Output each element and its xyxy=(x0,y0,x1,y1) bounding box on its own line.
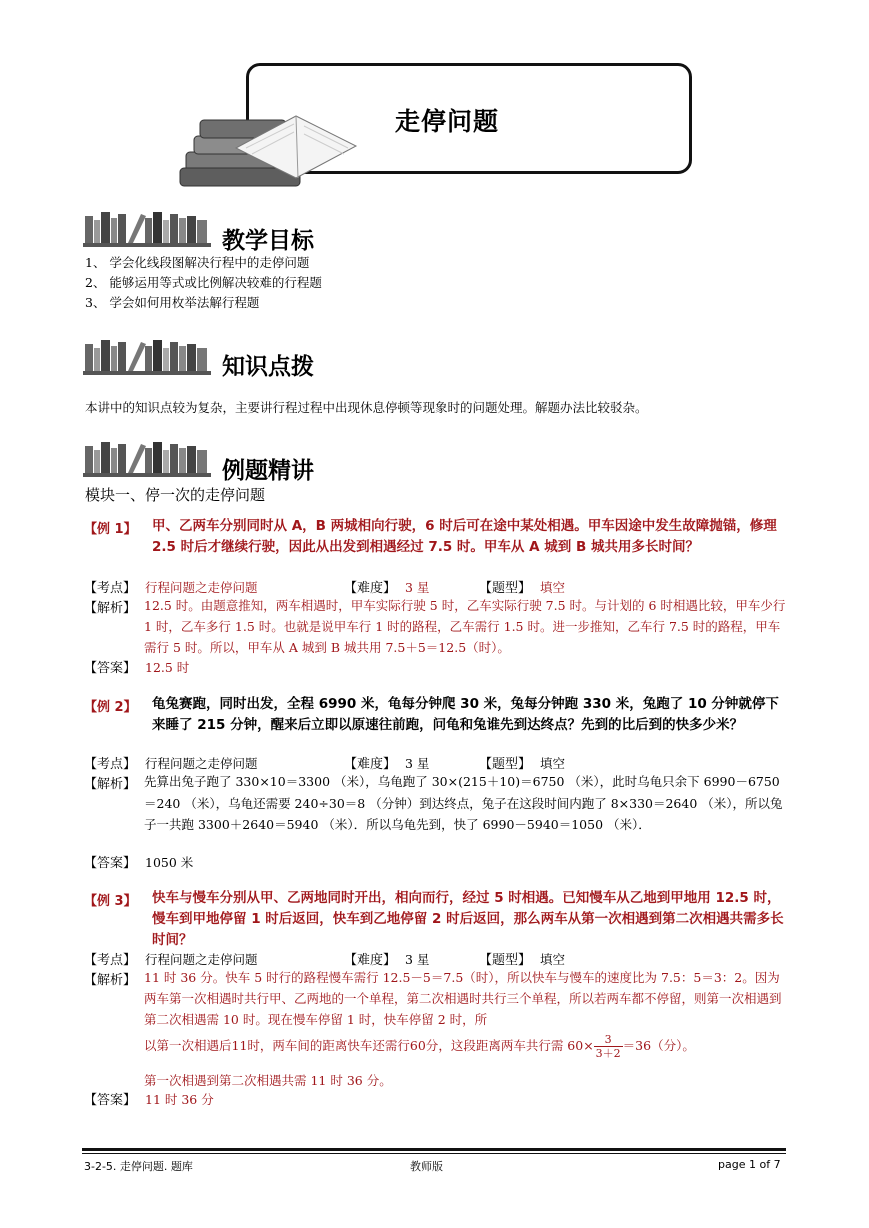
jiexi-label: 【解析】 xyxy=(84,973,137,988)
nandu-label: 【难度】 xyxy=(344,953,397,968)
footer-divider xyxy=(82,1153,786,1154)
tixing-value: 填空 xyxy=(540,952,566,967)
footer-edition: 教师版 xyxy=(410,1160,443,1173)
kaodian-label: 【考点】 xyxy=(84,757,137,772)
kaodian-value: 行程问题之走停问题 xyxy=(145,952,258,967)
fraction-numerator: 3 xyxy=(594,1033,623,1047)
answer-value: 1050 米 xyxy=(145,855,194,870)
fraction-denominator: 3＋2 xyxy=(595,1047,621,1060)
bookshelf-icon xyxy=(83,208,211,248)
daan-label: 【答案】 xyxy=(84,661,137,676)
answer-value: 12.5 时 xyxy=(145,660,190,675)
section-title-examples: 例题精讲 xyxy=(222,458,314,484)
kaodian-label: 【考点】 xyxy=(84,953,137,968)
example-label: 【例 2】 xyxy=(84,700,137,715)
bookshelf-icon xyxy=(83,336,211,376)
goal-item: 3、 学会如何用枚举法解行程题 xyxy=(85,295,260,310)
solution-text: 以第一次相遇后11时，两车间的距离快车还需行60分，这段距离两车共行需 60× xyxy=(144,1038,594,1053)
goal-item: 1、 学会化线段图解决行程中的走停问题 xyxy=(85,255,310,270)
module-heading: 模块一、停一次的走停问题 xyxy=(85,486,266,504)
jiexi-label: 【解析】 xyxy=(84,777,137,792)
footer-doc-name: 3-2-5. 走停问题. 题库 xyxy=(84,1160,193,1173)
nandu-value: 3 星 xyxy=(405,952,430,967)
fraction xyxy=(594,1033,623,1060)
daan-label: 【答案】 xyxy=(84,856,137,871)
nandu-label: 【难度】 xyxy=(344,581,397,596)
bookshelf-icon xyxy=(83,438,211,478)
example-label: 【例 3】 xyxy=(84,894,137,909)
example-label: 【例 1】 xyxy=(84,522,137,537)
tixing-value: 填空 xyxy=(540,756,566,771)
tixing-label: 【题型】 xyxy=(479,757,532,772)
books-icon xyxy=(176,108,361,188)
nandu-label: 【难度】 xyxy=(344,757,397,772)
example-question: 龟兔赛跑，同时出发，全程 6990 米，龟每分钟爬 30 米，兔每分钟跑 330 米，兔跑了 10 分钟就停下来睡了 215 分钟，醒来后立即以原速往前跑，问龟和兔谁先到达终点？先到的比后到的快多少米？ xyxy=(152,696,779,733)
tixing-label: 【题型】 xyxy=(479,953,532,968)
goal-item: 2、 能够运用等式或比例解决较难的行程题 xyxy=(85,275,322,290)
tixing-value: 填空 xyxy=(540,580,566,595)
nandu-value: 3 星 xyxy=(405,580,430,595)
solution-text: 先算出兔子跑了 330×10＝3300 （米），乌龟跑了 30×(215＋10)＝6750 （米），此时乌龟只余下 6990－6750＝240 （米），乌龟还需要 240÷30＝8 （分钟）到达终点，兔子在这段时间内跑了 8×330＝2640 （米），所以兔子一共跑 3300＋2640＝5940 （米）．所以乌龟先到，快了 6990－5940＝1050 （米）． xyxy=(144,774,783,832)
solution-text: 12.5 时。由题意推知，两车相遇时，甲车实际行驶 5 时，乙车实际行驶 7.5 时。与计划的 6 时相遇比较，甲车少行 1 时，乙车多行 1.5 时。也就是说甲车行 1 时的路程，乙车需行 1.5 时。进一步推知，乙车行 7.5 时的路程，甲车需行 5 时。所以，甲车从 A 城到 B 城共用 7.5＋5＝12.5（时）。 xyxy=(144,598,786,655)
knowledge-text: 本讲中的知识点较为复杂，主要讲行程过程中出现休息停顿等现象时的问题处理。解题办法比较驳杂。 xyxy=(85,400,648,415)
solution-text: 11 时 36 分。快车 5 时行的路程慢车需行 12.5－5＝7.5（时），所以快车与慢车的速度比为 7.5：5＝3：2。因为两车第一次相遇时共行甲、乙两地的一个单程，第二次相遇时共行三个单程，所以若两车都不停留，则第一次相遇到第二次相遇需 10 时。现在慢车停留 1 时，快车停留 2 时，所 xyxy=(144,970,782,1027)
jiexi-label: 【解析】 xyxy=(84,601,137,616)
section-title-goals: 教学目标 xyxy=(222,228,314,254)
answer-value: 11 时 36 分 xyxy=(145,1092,214,1107)
section-title-knowledge: 知识点拨 xyxy=(222,354,314,380)
solution-text: 第一次相遇到第二次相遇共需 11 时 36 分。 xyxy=(144,1073,392,1088)
solution-text: ＝36（分）。 xyxy=(622,1038,695,1053)
example-question: 快车与慢车分别从甲、乙两地同时开出，相向而行，经过 5 时相遇。已知慢车从乙地到甲地用 12.5 时，慢车到甲地停留 1 时后返回，快车到乙地停留 2 时后返回，那么两车从第一次相遇到第二次相遇共需多长时间？ xyxy=(152,890,784,948)
solution-formula-line xyxy=(144,1033,789,1060)
kaodian-value: 行程问题之走停问题 xyxy=(145,580,258,595)
kaodian-label: 【考点】 xyxy=(84,581,137,596)
daan-label: 【答案】 xyxy=(84,1093,137,1108)
nandu-value: 3 星 xyxy=(405,756,430,771)
example-question: 甲、乙两车分别同时从 A，B 两城相向行驶，6 时后可在途中某处相遇。甲车因途中发生故障抛锚，修理 2.5 时后才继续行驶，因此从出发到相遇经过 7.5 时。甲车从 A 城到 B 城共用多长时间？ xyxy=(152,518,777,555)
page-title: 走停问题 xyxy=(395,107,500,136)
tixing-label: 【题型】 xyxy=(479,581,532,596)
footer-page-number: page 1 of 7 xyxy=(718,1158,781,1171)
footer-divider xyxy=(82,1148,786,1151)
kaodian-value: 行程问题之走停问题 xyxy=(145,756,258,771)
